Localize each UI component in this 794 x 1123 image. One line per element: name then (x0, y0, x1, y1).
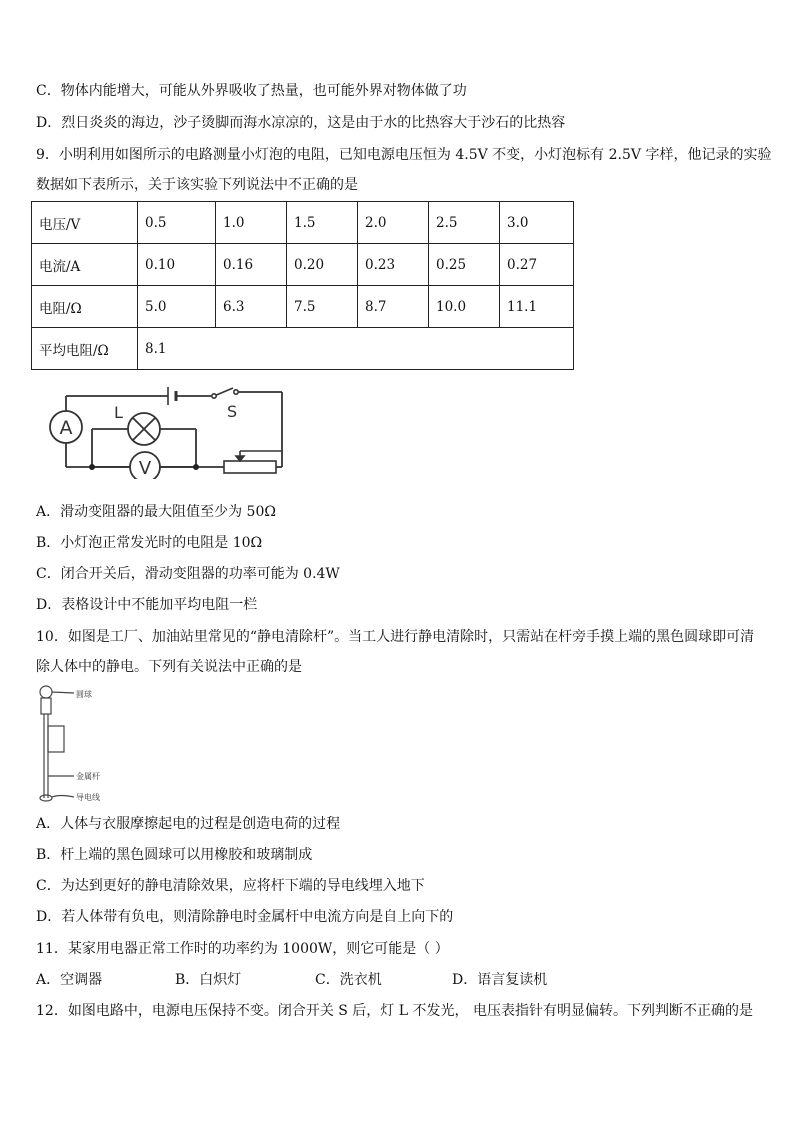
table-cell: 2.0 (358, 202, 429, 244)
ammeter-label: A (59, 417, 73, 439)
question-9-option-d: D．表格设计中不能加平均电阻一栏 (36, 597, 258, 613)
static-rod-diagram (30, 684, 130, 808)
question-10-option-b: B．杆上端的黑色圆球可以用橡胶和玻璃制成 (36, 847, 313, 863)
question-12-stem: 12．如图电路中，电源电压保持不变。闭合开关 S 后，灯 L 不发光， 电压表指针有明显偏转。下列判断不正确的是 (36, 1003, 753, 1019)
wire-label: 导电线 (76, 793, 100, 802)
table-cell: 0.23 (358, 244, 429, 286)
table-cell: 6.3 (216, 286, 287, 328)
lamp-label: L (114, 403, 123, 422)
table-cell: 0.27 (500, 244, 574, 286)
rheostat-icon (224, 451, 282, 473)
table-cell: 10.0 (429, 286, 500, 328)
question-11-option-c: C．洗衣机 (315, 972, 382, 988)
question-9-stem-2: 数据如下表所示，关于该实验下列说法中不正确的是 (36, 177, 358, 193)
question-10-stem-1: 10．如图是工厂、加油站里常见的“静电清除杆”。当工人进行静电清除时，只需站在杆旁手摸上端的黑色圆球即可清 (36, 629, 755, 645)
table-cell: 1.0 (216, 202, 287, 244)
question-11-option-a: A．空调器 (36, 972, 103, 988)
question-10-option-c: C．为达到更好的静电清除效果，应将杆下端的导电线埋入地下 (36, 878, 425, 894)
table-cell: 电阻/Ω (32, 286, 138, 328)
table-row (32, 286, 574, 328)
table-cell: 0.10 (138, 244, 216, 286)
battery-icon (168, 387, 176, 405)
table-cell: 0.20 (287, 244, 358, 286)
ball-label: 圆球 (76, 690, 92, 699)
table-cell: 3.0 (500, 202, 574, 244)
question-11-option-b: B．白炽灯 (175, 972, 242, 988)
table-cell: 11.1 (500, 286, 574, 328)
option-d-prev: D．烈日炎炎的海边，沙子烫脚而海水凉凉的，这是由于水的比热容大于沙石的比热容 (36, 115, 566, 131)
table-row (32, 202, 574, 244)
question-11-stem: 11．某家用电器正常工作时的功率约为 1000W，则它可能是（ ） (36, 941, 449, 957)
table-cell: 7.5 (287, 286, 358, 328)
table-cell: 0.16 (216, 244, 287, 286)
table-cell: 0.5 (138, 202, 216, 244)
switch-icon (212, 388, 238, 398)
metal-rod-label: 金属杆 (76, 772, 100, 781)
table-cell: 0.25 (429, 244, 500, 286)
lamp-icon (128, 413, 160, 445)
table-cell: 2.5 (429, 202, 500, 244)
question-10-option-d: D．若人体带有负电，则清除静电时金属杆中电流方向是自上向下的 (36, 909, 454, 925)
question-10-option-a: A．人体与衣服摩擦起电的过程是创造电荷的过程 (36, 816, 341, 832)
table-cell: 电流/A (32, 244, 138, 286)
question-11-option-d: D．语言复读机 (452, 972, 548, 988)
table-cell: 平均电阻/Ω (32, 328, 138, 370)
table-cell: 8.1 (138, 328, 574, 370)
question-10-stem-2: 除人体中的静电。下列有关说法中正确的是 (36, 659, 302, 675)
voltmeter-label: V (138, 458, 152, 479)
ball-icon (40, 686, 52, 698)
table-cell: 1.5 (287, 202, 358, 244)
table-cell: 8.7 (358, 286, 429, 328)
switch-label: S (227, 402, 238, 421)
question-9-option-c: C．闭合开关后，滑动变阻器的功率可能为 0.4W (36, 566, 340, 582)
table-row (32, 244, 574, 286)
table-cell: 电压/V (32, 202, 138, 244)
question-9-stem-1: 9．小明利用如图所示的电路测量小灯泡的电阻，已知电源电压恒为 4.5V 不变，小灯泡标有 2.5V 字样，他记录的实验 (36, 147, 772, 163)
question-9-option-b: B．小灯泡正常发光时的电阻是 10Ω (36, 535, 263, 551)
table-row (32, 328, 574, 370)
data-table (31, 201, 574, 370)
question-9-option-a: A．滑动变阻器的最大阻值至少为 50Ω (36, 504, 276, 520)
circuit-diagram (44, 381, 288, 479)
table-cell: 5.0 (138, 286, 216, 328)
option-c-prev: C．物体内能增大，可能从外界吸收了热量，也可能外界对物体做了功 (36, 83, 467, 99)
